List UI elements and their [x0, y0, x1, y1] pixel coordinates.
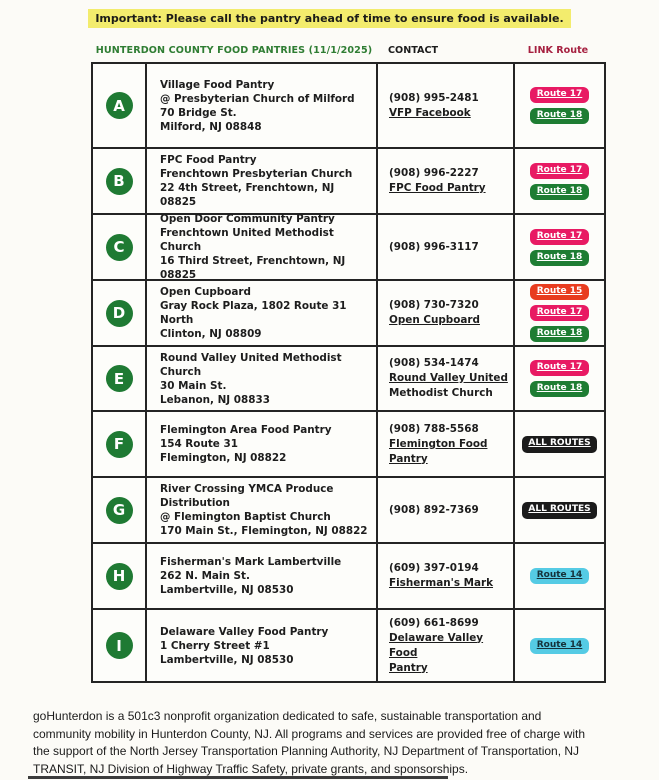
route-badge[interactable]: Route 17	[530, 360, 590, 376]
footer-paragraph	[33, 708, 641, 778]
pantry-info-line: Lambertville, NJ 08530	[160, 653, 294, 666]
letter-cell	[93, 544, 147, 608]
route-badge[interactable]: Route 14	[530, 638, 590, 654]
route-cell	[515, 544, 604, 608]
route-cell	[515, 478, 604, 542]
letter-cell	[93, 64, 147, 147]
route-badge[interactable]: Route 17	[530, 229, 590, 245]
route-cell	[515, 610, 604, 681]
contact-column-header: CONTACT	[388, 45, 439, 56]
route-badge[interactable]: Route 14	[530, 568, 590, 584]
row-letter-badge: A	[106, 92, 133, 119]
footer-line: goHunterdon is a 501c3 nonprofit organization dedicated to safe, sustainable transportation and	[33, 709, 542, 723]
contact-link[interactable]: Pantry	[389, 661, 428, 674]
pantry-info-line: Frenchtown Presbyterian Church	[160, 168, 353, 180]
contact-phone: (908) 730-7320	[389, 299, 479, 311]
contact-cell	[378, 347, 515, 410]
pantry-info-line: 30 Main St.	[160, 379, 227, 392]
table-row	[93, 149, 604, 215]
contact-cell	[378, 478, 515, 542]
pantry-info-line: 70 Bridge St.	[160, 106, 237, 119]
contact-cell	[378, 215, 515, 279]
pantry-name: Fisherman's Mark Lambertville	[160, 556, 342, 568]
pantry-info-cell	[147, 412, 378, 476]
contact-link[interactable]: FPC Food Pantry	[389, 182, 486, 194]
route-cell	[515, 215, 604, 279]
route-badge[interactable]: Route 18	[530, 326, 590, 342]
bottom-rule	[28, 776, 448, 779]
pantry-info-line: Frenchtown United Methodist Church	[160, 227, 334, 253]
table-row	[93, 64, 604, 149]
route-cell	[515, 149, 604, 213]
route-badge[interactable]: Route 17	[530, 87, 590, 103]
contact-cell	[378, 281, 515, 345]
letter-cell	[93, 149, 147, 213]
route-badge[interactable]: ALL ROUTES	[522, 436, 596, 453]
pantry-info-cell	[147, 215, 378, 279]
pantry-info-line: 170 Main St., Flemington, NJ 08822	[160, 525, 368, 537]
row-letter-badge: G	[106, 497, 133, 524]
contact-phone: (908) 996-2227	[389, 167, 479, 179]
pantry-info-line: Lebanon, NJ 08833	[160, 393, 270, 406]
route-cell	[515, 281, 604, 345]
letter-cell	[93, 347, 147, 410]
pantry-info-line: Gray Rock Plaza, 1802 Route 31 North	[160, 300, 347, 326]
pantry-info-line: 22 4th Street, Frenchtown, NJ 08825	[160, 182, 335, 208]
row-letter-badge: C	[106, 234, 133, 261]
pantry-info-line: Clinton, NJ 08809	[160, 328, 262, 340]
contact-link[interactable]: Methodist Church	[389, 387, 493, 399]
pantry-table	[91, 62, 606, 683]
pantry-info-line: 1 Cherry Street #1	[160, 639, 270, 652]
pantry-info-cell	[147, 347, 378, 410]
route-cell	[515, 347, 604, 410]
contact-cell	[378, 544, 515, 608]
letter-cell	[93, 215, 147, 279]
contact-phone: (908) 995-2481	[389, 91, 479, 104]
pantry-info-cell	[147, 610, 378, 681]
contact-phone: (609) 661-8699	[389, 616, 479, 629]
pantry-info-line: @ Presbyterian Church of Milford	[160, 92, 355, 105]
contact-link[interactable]: Flemington Food	[389, 437, 488, 450]
pantry-info-line: Lambertville, NJ 08530	[160, 584, 294, 596]
route-badge[interactable]: Route 18	[530, 250, 590, 266]
contact-link[interactable]: Open Cupboard	[389, 314, 480, 326]
letter-cell	[93, 412, 147, 476]
pantry-info-line: Flemington, NJ 08822	[160, 452, 287, 464]
contact-cell	[378, 64, 515, 147]
pantry-name: FPC Food Pantry	[160, 154, 257, 166]
contact-phone: (908) 996-3117	[389, 240, 479, 253]
link-route-column-header: LINK Route	[527, 45, 589, 56]
pantry-info-cell	[147, 544, 378, 608]
route-badge[interactable]: Route 18	[530, 381, 590, 397]
pantry-info-line: @ Flemington Baptist Church	[160, 511, 331, 523]
pantry-name: Round Valley United Methodist Church	[160, 351, 342, 378]
contact-phone: (908) 892-7369	[389, 503, 479, 516]
pantry-info-line: 262 N. Main St.	[160, 570, 250, 582]
contact-link[interactable]: Round Valley United	[389, 372, 508, 384]
pantry-info-line: 154 Route 31	[160, 438, 238, 450]
pantry-info-line: Milford, NJ 08848	[160, 120, 262, 133]
row-letter-badge: E	[106, 365, 133, 392]
contact-link[interactable]: Delaware Valley Food	[389, 631, 484, 659]
contact-phone: (609) 397-0194	[389, 562, 479, 574]
route-badge[interactable]: Route 18	[530, 108, 590, 124]
pantry-name: River Crossing YMCA Produce Distribution	[160, 483, 334, 509]
row-letter-badge: B	[106, 168, 133, 195]
letter-cell	[93, 281, 147, 345]
row-letter-badge: I	[106, 632, 133, 659]
route-badge[interactable]: ALL ROUTES	[522, 502, 596, 519]
pantry-info-line: 16 Third Street, Frenchtown, NJ 08825	[160, 255, 346, 281]
table-row	[93, 281, 604, 347]
route-cell	[515, 412, 604, 476]
important-banner-text: Important: Please call the pantry ahead of time to ensure food is available.	[88, 9, 570, 28]
contact-cell	[378, 149, 515, 213]
footer-line: TRANSIT, NJ Division of Highway Traffic Safety, private grants, and sponsorships.	[33, 761, 469, 776]
contact-link[interactable]: VFP Facebook	[389, 106, 471, 119]
letter-cell	[93, 478, 147, 542]
table-title: HUNTERDON COUNTY FOOD PANTRIES (11/1/2025)	[95, 45, 373, 56]
row-letter-badge: F	[106, 431, 133, 458]
route-badge[interactable]: Route 18	[530, 184, 590, 200]
contact-cell	[378, 610, 515, 681]
contact-link[interactable]: Pantry	[389, 452, 428, 465]
pantry-info-cell	[147, 64, 378, 147]
contact-link[interactable]: Fisherman's Mark	[389, 577, 494, 589]
pantry-info-cell	[147, 281, 378, 345]
footer-line: community mobility in Hunterdon County, NJ. All programs and services are provided free of charge with	[33, 726, 586, 741]
route-badge[interactable]: Route 15	[530, 284, 590, 300]
pantry-name: Flemington Area Food Pantry	[160, 424, 332, 436]
pantry-name: Open Door Community Pantry	[160, 213, 335, 225]
table-row	[93, 544, 604, 610]
letter-cell	[93, 610, 147, 681]
contact-phone: (908) 534-1474	[389, 357, 479, 369]
table-row	[93, 215, 604, 281]
footer-line: the support of the North Jersey Transportation Planning Authority, NJ Department of Transportation, NJ	[33, 744, 580, 758]
pantry-info-cell	[147, 478, 378, 542]
table-row	[93, 347, 604, 412]
pantry-name: Delaware Valley Food Pantry	[160, 625, 329, 638]
table-row	[93, 610, 604, 681]
route-cell	[515, 64, 604, 147]
important-banner	[0, 7, 659, 28]
route-badge[interactable]: Route 17	[530, 305, 590, 321]
row-letter-badge: H	[106, 563, 133, 590]
pantry-name: Open Cupboard	[160, 286, 251, 298]
contact-phone: (908) 788-5568	[389, 422, 479, 435]
pantry-name: Village Food Pantry	[160, 78, 275, 91]
contact-cell	[378, 412, 515, 476]
pantry-info-cell	[147, 149, 378, 213]
route-badge[interactable]: Route 17	[530, 163, 590, 179]
row-letter-badge: D	[106, 300, 133, 327]
table-row	[93, 478, 604, 544]
table-row	[93, 412, 604, 478]
